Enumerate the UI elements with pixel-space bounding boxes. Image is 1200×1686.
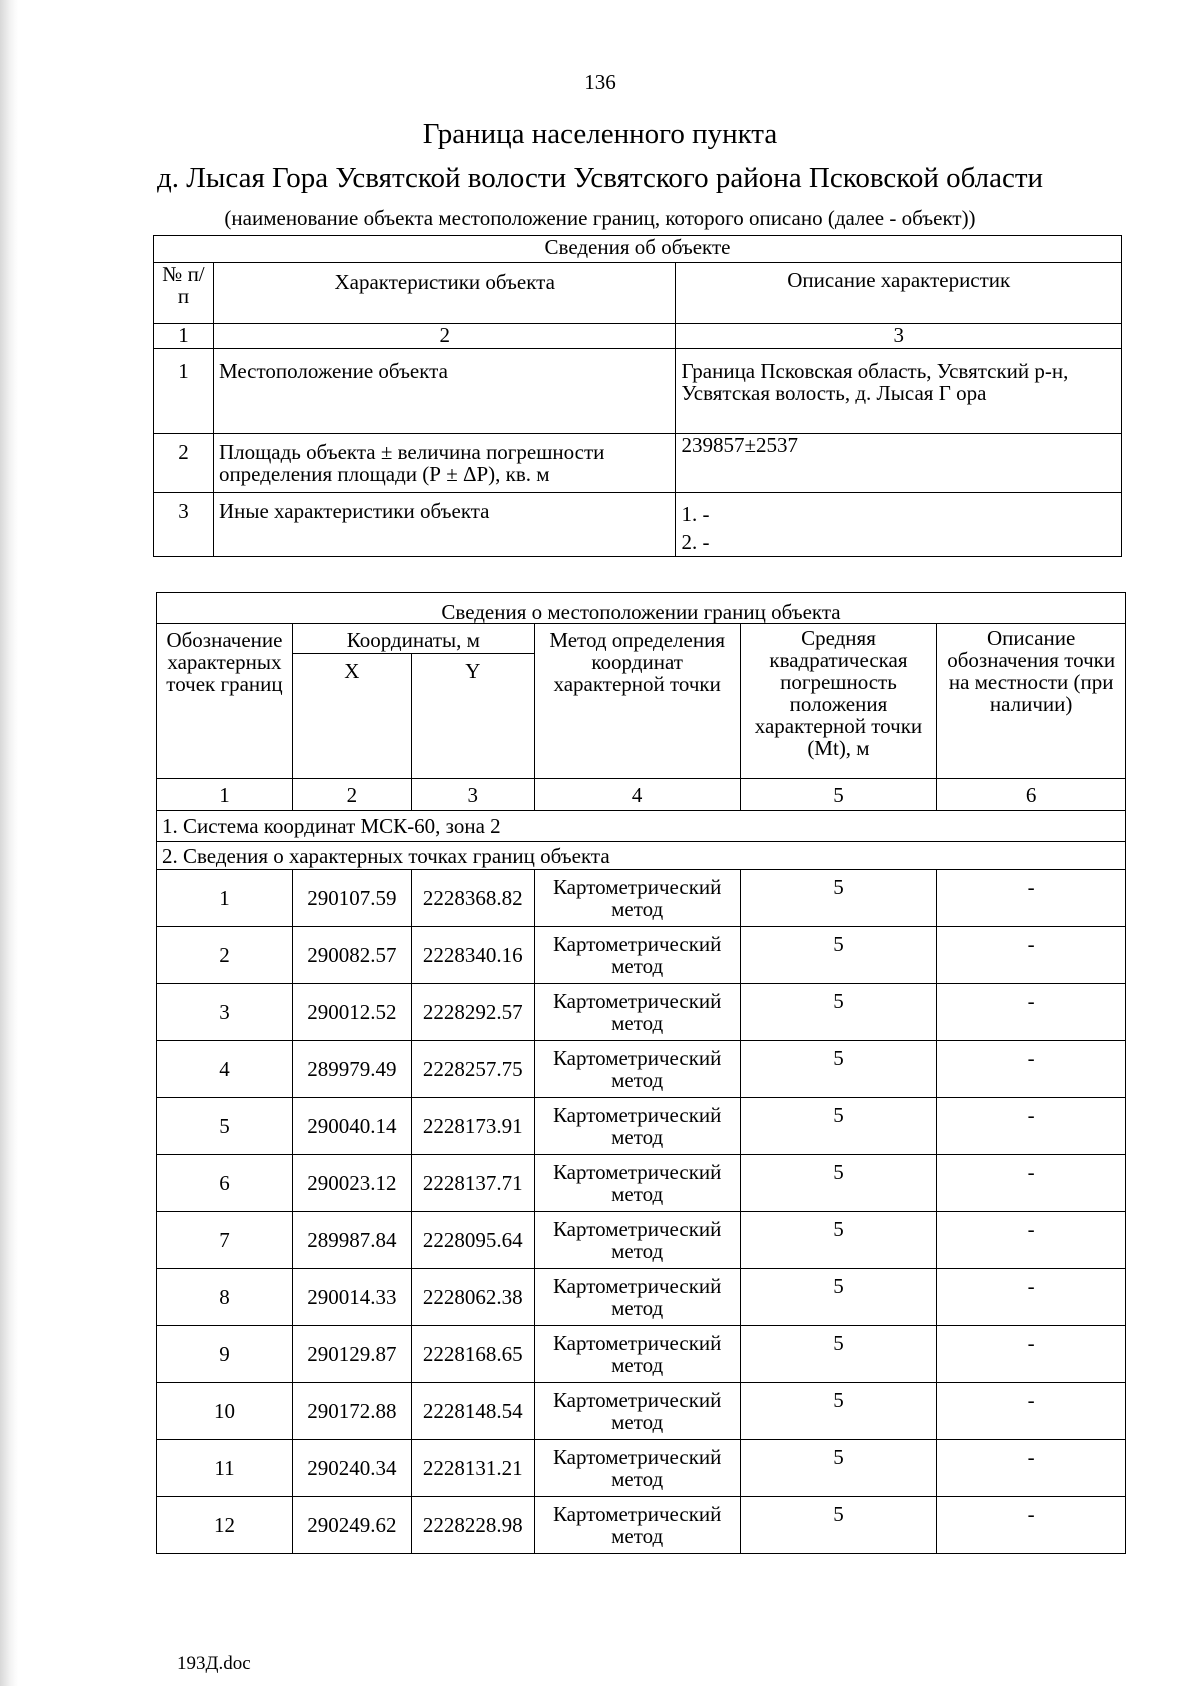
point-y: 2228228.98 <box>411 1497 534 1554</box>
table-row <box>157 927 1126 984</box>
document-subtitle: (наименование объекта местоположение границ, которого описано (далее - объект)) <box>224 206 976 230</box>
point-description: - <box>937 927 1126 984</box>
row-value: 239857±2537 <box>676 434 1122 493</box>
point-description: - <box>937 1383 1126 1440</box>
point-y: 2228257.75 <box>411 1041 534 1098</box>
row-characteristic: Площадь объекта ± величина погрешности определения площади (Р ± ΔР), кв. м <box>213 434 676 493</box>
point-mt: 5 <box>740 1041 937 1098</box>
col-index: 2 <box>213 324 676 349</box>
col-header-error: Средняя квадратическая погрешность положения характерной точки (Mt), м <box>740 624 937 779</box>
row-value-line: 2. - <box>681 530 710 554</box>
point-x: 290040.14 <box>292 1098 411 1155</box>
point-description: - <box>937 1326 1126 1383</box>
point-number: 8 <box>157 1269 293 1326</box>
col-header-x: X <box>292 654 411 779</box>
point-x: 290012.52 <box>292 984 411 1041</box>
point-method: Картометрический метод <box>534 1098 740 1155</box>
table-row <box>157 984 1126 1041</box>
point-y: 2228368.82 <box>411 870 534 927</box>
point-x: 289987.84 <box>292 1212 411 1269</box>
scan-edge-shadow <box>0 0 18 1686</box>
row-characteristic: Местоположение объекта <box>213 349 676 434</box>
col-index: 5 <box>740 779 937 811</box>
row-number: 2 <box>154 434 214 493</box>
row-value: Граница Псковская область, Усвятский р-н, Усвятская волость, д. Лысая Г ора <box>676 349 1122 434</box>
point-mt: 5 <box>740 927 937 984</box>
point-y: 2228340.16 <box>411 927 534 984</box>
document-title: Граница населенного пункта <box>422 118 778 150</box>
point-mt: 5 <box>740 1440 937 1497</box>
point-y: 2228168.65 <box>411 1326 534 1383</box>
point-method: Картометрический метод <box>534 870 740 927</box>
col-header-method: Метод определения координат характерной точки <box>534 624 740 779</box>
point-description: - <box>937 1041 1126 1098</box>
point-x: 290107.59 <box>292 870 411 927</box>
point-y: 2228131.21 <box>411 1440 534 1497</box>
row-characteristic: Иные характеристики объекта <box>213 493 676 557</box>
point-method: Картометрический метод <box>534 1326 740 1383</box>
point-number: 10 <box>157 1383 293 1440</box>
row-number: 3 <box>154 493 214 557</box>
point-description: - <box>937 1212 1126 1269</box>
table-row <box>154 349 1122 434</box>
point-method: Картометрический метод <box>534 1155 740 1212</box>
col-index: 3 <box>676 324 1122 349</box>
point-description: - <box>937 984 1126 1041</box>
col-header-no: № п/п <box>154 263 214 324</box>
table-row <box>157 1383 1126 1440</box>
col-index: 2 <box>292 779 411 811</box>
point-x: 290023.12 <box>292 1155 411 1212</box>
point-x: 290014.33 <box>292 1269 411 1326</box>
point-method: Картометрический метод <box>534 1269 740 1326</box>
point-mt: 5 <box>740 1383 937 1440</box>
table-row <box>154 493 1122 557</box>
boundary-caption: Сведения о местоположении границ объекта <box>157 593 1126 624</box>
point-mt: 5 <box>740 1098 937 1155</box>
point-x: 290082.57 <box>292 927 411 984</box>
table-row <box>157 870 1126 927</box>
point-number: 5 <box>157 1098 293 1155</box>
point-x: 290249.62 <box>292 1497 411 1554</box>
col-index: 4 <box>534 779 740 811</box>
point-y: 2228095.64 <box>411 1212 534 1269</box>
point-description: - <box>937 1440 1126 1497</box>
point-number: 3 <box>157 984 293 1041</box>
row-number: 1 <box>154 349 214 434</box>
point-method: Картометрический метод <box>534 927 740 984</box>
point-mt: 5 <box>740 1212 937 1269</box>
col-index: 3 <box>411 779 534 811</box>
col-header-description: Описание характеристик <box>676 263 1122 324</box>
point-number: 12 <box>157 1497 293 1554</box>
point-mt: 5 <box>740 870 937 927</box>
point-method: Картометрический метод <box>534 984 740 1041</box>
point-number: 2 <box>157 927 293 984</box>
boundary-points-table <box>156 592 1126 1554</box>
point-mt: 5 <box>740 1326 937 1383</box>
point-x: 289979.49 <box>292 1041 411 1098</box>
table-row <box>157 1326 1126 1383</box>
col-index: 1 <box>154 324 214 349</box>
point-description: - <box>937 1098 1126 1155</box>
point-number: 4 <box>157 1041 293 1098</box>
point-method: Картометрический метод <box>534 1212 740 1269</box>
point-y: 2228292.57 <box>411 984 534 1041</box>
page-number: 136 <box>584 70 616 94</box>
point-method: Картометрический метод <box>534 1041 740 1098</box>
section-coordinate-system: 1. Система координат МСК-60, зона 2 <box>157 811 1126 842</box>
point-mt: 5 <box>740 1269 937 1326</box>
object-info-table <box>153 235 1122 557</box>
point-y: 2228173.91 <box>411 1098 534 1155</box>
point-number: 11 <box>157 1440 293 1497</box>
col-header-characteristic: Характеристики объекта <box>213 263 676 324</box>
point-y: 2228137.71 <box>411 1155 534 1212</box>
point-description: - <box>937 1155 1126 1212</box>
object-info-caption: Сведения об объекте <box>154 236 1122 263</box>
point-x: 290129.87 <box>292 1326 411 1383</box>
point-x: 290240.34 <box>292 1440 411 1497</box>
point-number: 1 <box>157 870 293 927</box>
table-row <box>157 1155 1126 1212</box>
point-method: Картометрический метод <box>534 1497 740 1554</box>
point-x: 290172.88 <box>292 1383 411 1440</box>
file-name-footer: 193Д.doc <box>177 1653 251 1674</box>
col-header-location-desc: Описание обозначения точки на местности (при наличии) <box>937 624 1126 779</box>
col-header-y: Y <box>411 654 534 779</box>
point-description: - <box>937 1497 1126 1554</box>
point-number: 9 <box>157 1326 293 1383</box>
col-header-designation: Обозначение характерных точек границ <box>157 624 293 779</box>
row-value-line: 1. - <box>681 502 710 526</box>
point-description: - <box>937 870 1126 927</box>
table-row <box>157 1098 1126 1155</box>
table-row <box>157 1212 1126 1269</box>
table-row <box>157 1497 1126 1554</box>
point-mt: 5 <box>740 1497 937 1554</box>
point-mt: 5 <box>740 1155 937 1212</box>
point-number: 7 <box>157 1212 293 1269</box>
table-row <box>157 1440 1126 1497</box>
point-method: Картометрический метод <box>534 1383 740 1440</box>
point-number: 6 <box>157 1155 293 1212</box>
section-points-heading: 2. Сведения о характерных точках границ объекта <box>157 842 1126 870</box>
document-object-name: д. Лысая Гора Усвятской волости Усвятского района Псковской области <box>156 162 1044 194</box>
col-header-coordinates: Координаты, м <box>292 624 534 654</box>
point-y: 2228062.38 <box>411 1269 534 1326</box>
col-index: 1 <box>157 779 293 811</box>
point-y: 2228148.54 <box>411 1383 534 1440</box>
point-mt: 5 <box>740 984 937 1041</box>
table-row <box>154 434 1122 493</box>
point-description: - <box>937 1269 1126 1326</box>
col-index: 6 <box>937 779 1126 811</box>
table-row <box>157 1041 1126 1098</box>
point-method: Картометрический метод <box>534 1440 740 1497</box>
table-row <box>157 1269 1126 1326</box>
